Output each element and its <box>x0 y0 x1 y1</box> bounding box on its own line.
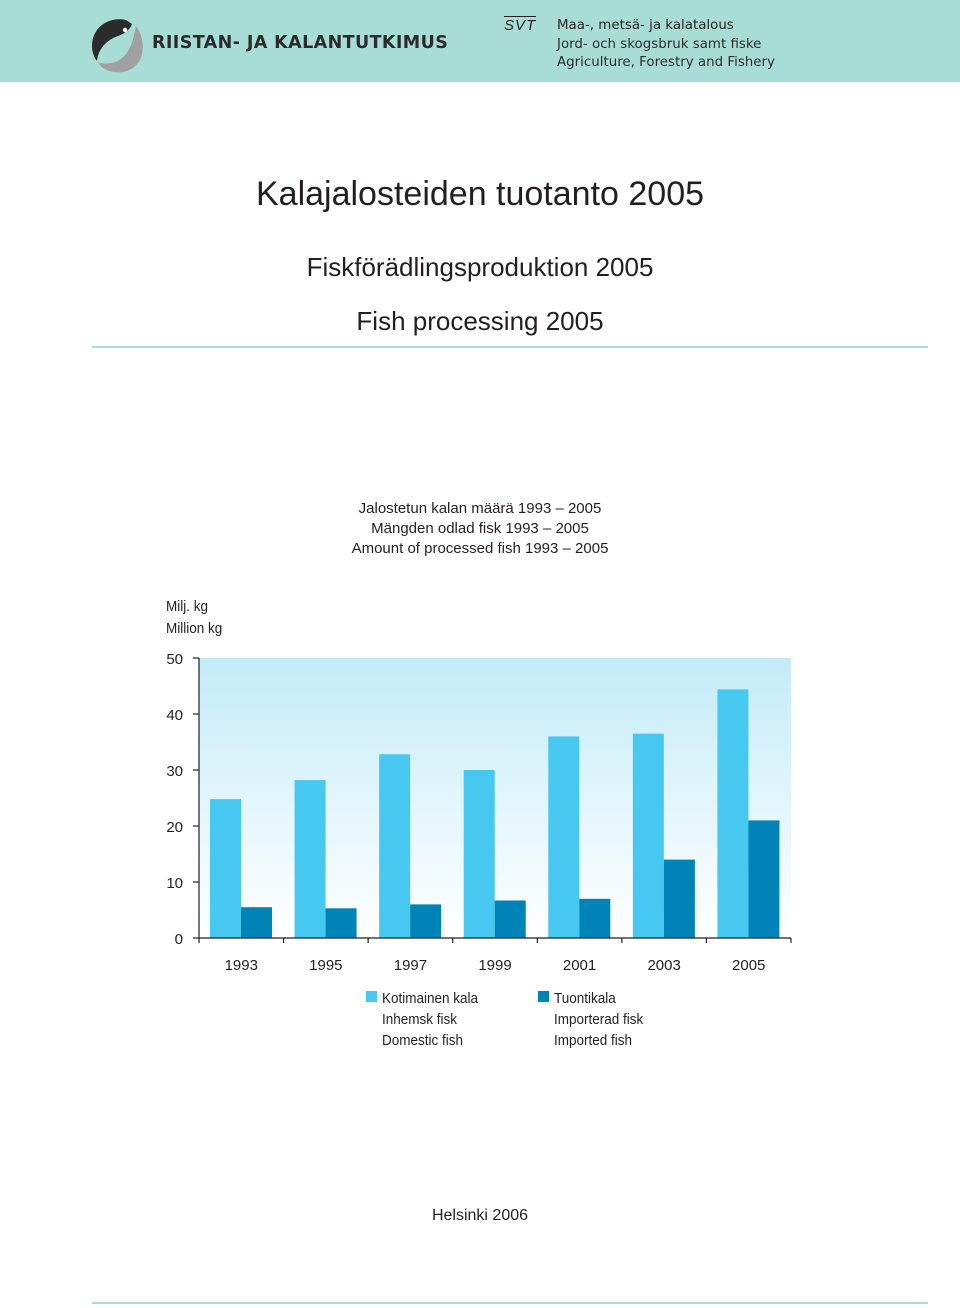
legend-label-domestic-sv: Inhemsk fisk <box>382 1011 458 1028</box>
bar-imported-1999 <box>495 900 526 938</box>
plot-area <box>199 658 791 938</box>
bar-domestic-1999 <box>464 770 495 938</box>
bar-domestic-2003 <box>633 734 664 938</box>
legend-label-domestic-fi: Kotimainen kala <box>382 990 479 1007</box>
series-name-sv: Jord- och skogsbruk samt fiske <box>557 36 762 52</box>
x-tick-label-1997: 1997 <box>393 957 428 974</box>
x-tick-label-1995: 1995 <box>309 957 343 974</box>
y-axis-label-en: Million kg <box>166 620 223 637</box>
x-tick-label-2005: 2005 <box>732 957 766 974</box>
legend-label-imported-en: Imported fish <box>554 1032 633 1049</box>
legend-label-imported-fi: Tuontikala <box>554 990 616 1007</box>
y-tick-label-30: 30 <box>166 763 183 780</box>
bar-imported-1993 <box>241 907 272 938</box>
x-tick-label-2003: 2003 <box>647 957 681 974</box>
chart-title-sv: Mängden odlad fisk 1993 – 2005 <box>371 520 589 537</box>
bar-imported-2001 <box>579 899 610 938</box>
bar-imported-2003 <box>664 860 695 938</box>
bar-imported-1997 <box>410 904 441 938</box>
y-tick-label-0: 0 <box>174 931 183 948</box>
bar-domestic-1993 <box>210 799 241 938</box>
page-title-fi: Kalajalosteiden tuotanto 2005 <box>255 175 705 213</box>
footer-divider <box>92 1302 928 1304</box>
org-name: RIISTAN- JA KALANTUTKIMUS <box>152 33 449 53</box>
page-title-sv: Fiskförädlingsproduktion 2005 <box>306 252 654 282</box>
y-tick-label-10: 10 <box>166 875 183 892</box>
x-tick-label-1999: 1999 <box>478 957 512 974</box>
svt-label: SVT <box>504 17 537 34</box>
bar-imported-2005 <box>748 820 779 938</box>
bar-domestic-1997 <box>379 754 410 938</box>
legend-swatch-imported <box>538 991 549 1002</box>
bar-domestic-2001 <box>548 736 579 938</box>
legend-swatch-domestic <box>366 991 377 1002</box>
legend-label-imported-sv: Importerad fisk <box>554 1011 644 1028</box>
y-tick-label-50: 50 <box>166 651 183 668</box>
chart-title-fi: Jalostetun kalan määrä 1993 – 2005 <box>358 500 602 517</box>
x-tick-label-2001: 2001 <box>562 957 597 974</box>
legend-item-imported <box>538 988 653 1051</box>
bar-imported-1995 <box>326 908 357 938</box>
legend-label-domestic-en: Domestic fish <box>382 1032 464 1049</box>
y-axis-label-fi: Milj. kg <box>166 598 209 615</box>
y-tick-label-40: 40 <box>166 707 183 724</box>
page-title-en: Fish processing 2005 <box>356 306 604 336</box>
footer-place-year: Helsinki 2006 <box>431 1207 529 1224</box>
y-tick-label-20: 20 <box>166 819 183 836</box>
legend-item-domestic <box>366 988 489 1051</box>
x-tick-label-1993: 1993 <box>224 957 258 974</box>
series-name-fi: Maa-, metsä- ja kalatalous <box>557 18 734 33</box>
chart-title-en: Amount of processed fish 1993 – 2005 <box>351 540 609 557</box>
bar-domestic-1995 <box>295 780 326 938</box>
series-name-en: Agriculture, Forestry and Fishery <box>557 55 775 70</box>
bar-domestic-2005 <box>717 689 748 938</box>
